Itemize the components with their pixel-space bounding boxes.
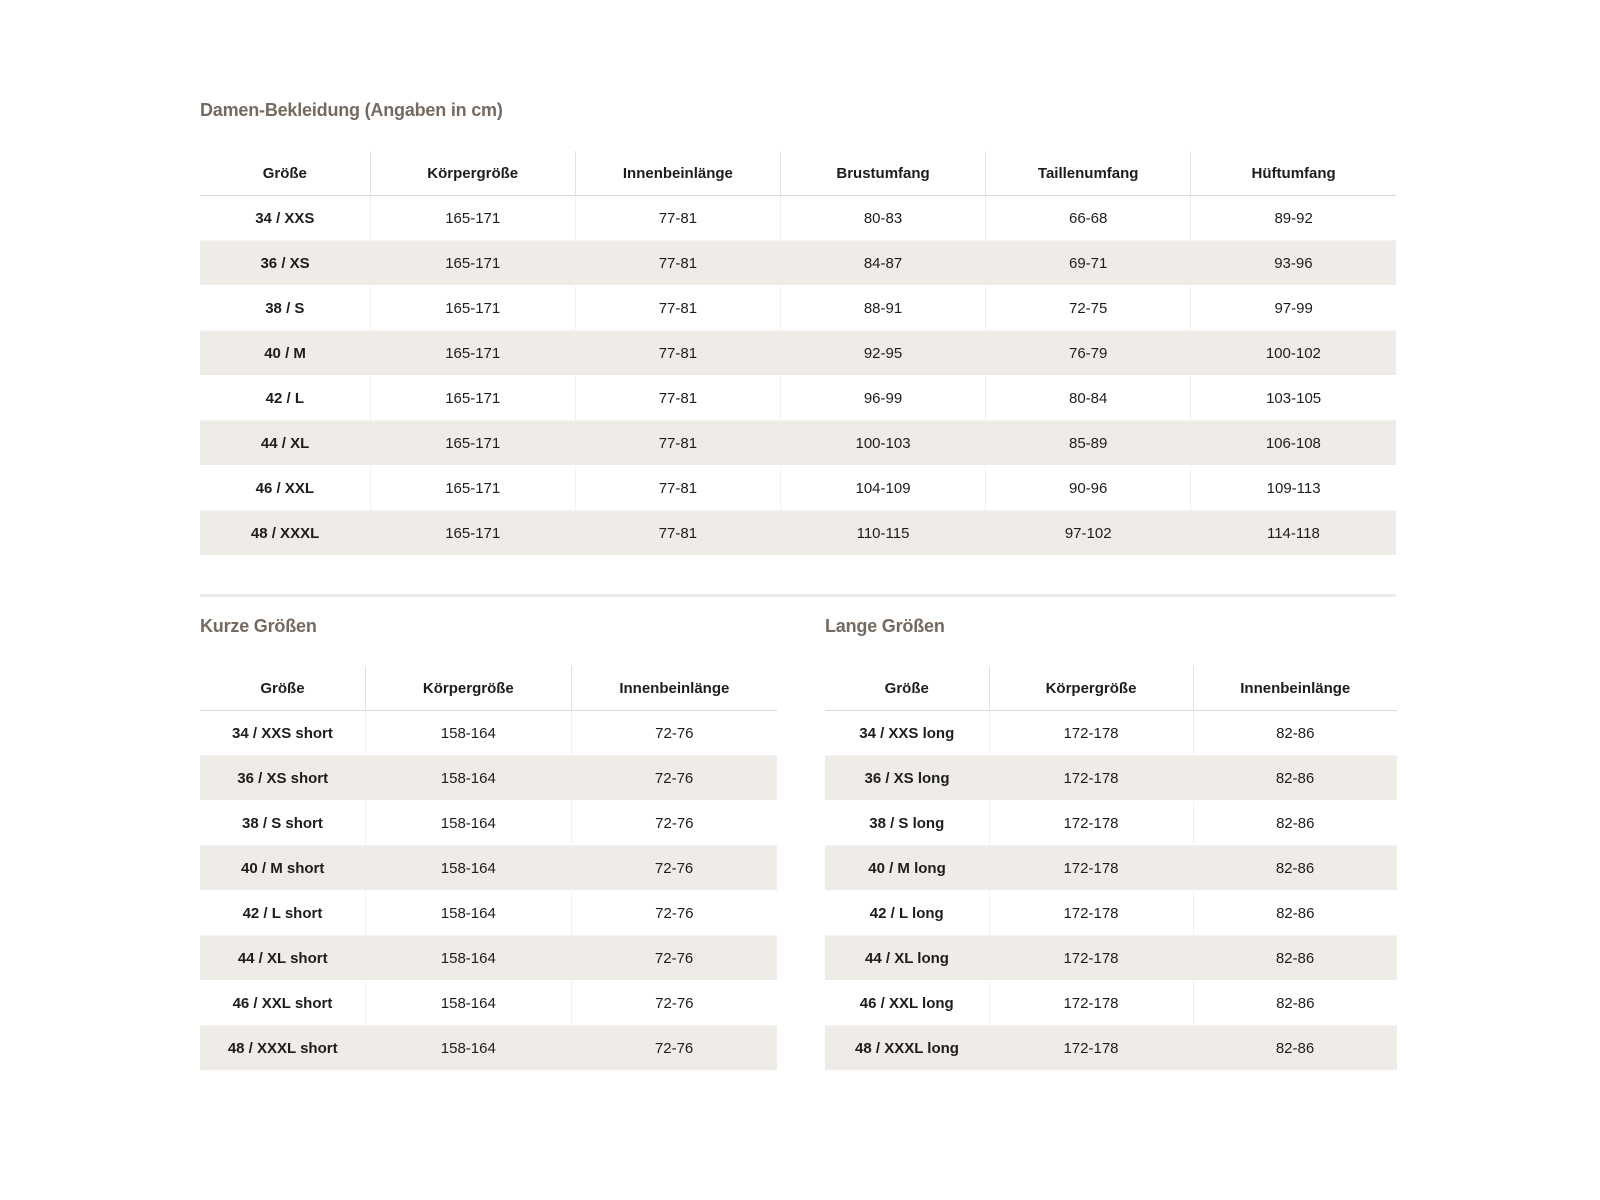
cell: 92-95 xyxy=(780,331,985,376)
table-row xyxy=(825,801,1397,846)
column-header: Taillenumfang xyxy=(986,151,1191,196)
cell: 93-96 xyxy=(1191,241,1396,286)
size-chart-content xyxy=(200,100,1396,1071)
cell: 165-171 xyxy=(370,376,575,421)
cell: 34 / XXS xyxy=(200,196,370,241)
cell: 72-76 xyxy=(571,711,777,756)
cell: 165-171 xyxy=(370,421,575,466)
cell: 100-103 xyxy=(780,421,985,466)
cell: 172-178 xyxy=(989,981,1193,1026)
cell: 38 / S short xyxy=(200,801,365,846)
cell: 72-76 xyxy=(571,936,777,981)
cell: 114-118 xyxy=(1191,511,1396,556)
cell: 72-76 xyxy=(571,801,777,846)
cell: 158-164 xyxy=(365,891,571,936)
cell: 38 / S xyxy=(200,286,370,331)
column-header: Innenbeinlänge xyxy=(1193,666,1397,711)
cell: 44 / XL xyxy=(200,421,370,466)
cell: 85-89 xyxy=(986,421,1191,466)
table-row xyxy=(200,756,777,801)
cell: 82-86 xyxy=(1193,711,1397,756)
table-row xyxy=(200,421,1396,466)
women-clothing-title: Damen-Bekleidung (Angaben in cm) xyxy=(200,100,503,120)
column-header: Körpergröße xyxy=(989,666,1193,711)
cell: 158-164 xyxy=(365,1026,571,1071)
cell: 36 / XS xyxy=(200,241,370,286)
cell: 80-83 xyxy=(780,196,985,241)
column-header: Brustumfang xyxy=(780,151,985,196)
column-header: Innenbeinlänge xyxy=(571,666,777,711)
cell: 36 / XS long xyxy=(825,756,989,801)
table-row xyxy=(200,241,1396,286)
cell: 48 / XXXL short xyxy=(200,1026,365,1071)
cell: 80-84 xyxy=(986,376,1191,421)
cell: 165-171 xyxy=(370,241,575,286)
table-row xyxy=(825,756,1397,801)
short-sizes-table xyxy=(200,666,777,1071)
table-row xyxy=(200,331,1396,376)
table-row xyxy=(200,846,777,891)
table-body xyxy=(200,196,1396,556)
long-sizes-block xyxy=(825,616,1396,1071)
column-header: Hüftumfang xyxy=(1191,151,1396,196)
header-row xyxy=(200,151,1396,196)
table-row xyxy=(200,286,1396,331)
table-header-row xyxy=(200,666,777,711)
cell: 96-99 xyxy=(780,376,985,421)
cell: 72-76 xyxy=(571,981,777,1026)
cell: 77-81 xyxy=(575,331,780,376)
column-header: Körpergröße xyxy=(365,666,571,711)
cell: 42 / L long xyxy=(825,891,989,936)
cell: 42 / L xyxy=(200,376,370,421)
short-sizes-title: Kurze Größen xyxy=(200,616,317,636)
cell: 40 / M long xyxy=(825,846,989,891)
table-row xyxy=(200,801,777,846)
long-sizes-table xyxy=(825,666,1397,1071)
cell: 172-178 xyxy=(989,756,1193,801)
cell: 158-164 xyxy=(365,801,571,846)
table-row xyxy=(200,936,777,981)
cell: 42 / L short xyxy=(200,891,365,936)
cell: 48 / XXXL long xyxy=(825,1026,989,1071)
column-header: Körpergröße xyxy=(370,151,575,196)
column-header: Größe xyxy=(825,666,989,711)
cell: 165-171 xyxy=(370,466,575,511)
cell: 77-81 xyxy=(575,286,780,331)
cell: 46 / XXL short xyxy=(200,981,365,1026)
cell: 69-71 xyxy=(986,241,1191,286)
cell: 109-113 xyxy=(1191,466,1396,511)
table-row xyxy=(200,466,1396,511)
table-row xyxy=(200,196,1396,241)
cell: 165-171 xyxy=(370,331,575,376)
cell: 36 / XS short xyxy=(200,756,365,801)
cell: 165-171 xyxy=(370,286,575,331)
cell: 82-86 xyxy=(1193,756,1397,801)
cell: 38 / S long xyxy=(825,801,989,846)
cell: 172-178 xyxy=(989,891,1193,936)
cell: 165-171 xyxy=(370,511,575,556)
table-body xyxy=(200,711,777,1071)
cell: 44 / XL long xyxy=(825,936,989,981)
cell: 88-91 xyxy=(780,286,985,331)
header-row xyxy=(200,666,777,711)
column-header: Größe xyxy=(200,666,365,711)
table-row xyxy=(825,1026,1397,1071)
cell: 34 / XXS short xyxy=(200,711,365,756)
cell: 90-96 xyxy=(986,466,1191,511)
cell: 82-86 xyxy=(1193,891,1397,936)
cell: 48 / XXXL xyxy=(200,511,370,556)
cell: 172-178 xyxy=(989,1026,1193,1071)
cell: 84-87 xyxy=(780,241,985,286)
special-sizes-section xyxy=(200,616,1396,1071)
cell: 82-86 xyxy=(1193,1026,1397,1071)
column-header: Innenbeinlänge xyxy=(575,151,780,196)
table-row xyxy=(200,1026,777,1071)
header-row xyxy=(825,666,1397,711)
short-sizes-block xyxy=(200,616,777,1071)
cell: 172-178 xyxy=(989,846,1193,891)
cell: 77-81 xyxy=(575,511,780,556)
cell: 158-164 xyxy=(365,936,571,981)
cell: 100-102 xyxy=(1191,331,1396,376)
cell: 103-105 xyxy=(1191,376,1396,421)
cell: 165-171 xyxy=(370,196,575,241)
long-sizes-title: Lange Größen xyxy=(825,616,945,636)
cell: 110-115 xyxy=(780,511,985,556)
cell: 158-164 xyxy=(365,756,571,801)
table-row xyxy=(200,511,1396,556)
table-row xyxy=(200,376,1396,421)
cell: 76-79 xyxy=(986,331,1191,376)
cell: 77-81 xyxy=(575,421,780,466)
cell: 82-86 xyxy=(1193,801,1397,846)
cell: 34 / XXS long xyxy=(825,711,989,756)
cell: 82-86 xyxy=(1193,981,1397,1026)
cell: 82-86 xyxy=(1193,846,1397,891)
cell: 77-81 xyxy=(575,241,780,286)
cell: 46 / XXL xyxy=(200,466,370,511)
cell: 77-81 xyxy=(575,466,780,511)
section-divider xyxy=(200,594,1396,597)
cell: 72-75 xyxy=(986,286,1191,331)
cell: 172-178 xyxy=(989,801,1193,846)
cell: 172-178 xyxy=(989,711,1193,756)
table-row xyxy=(200,981,777,1026)
cell: 66-68 xyxy=(986,196,1191,241)
cell: 104-109 xyxy=(780,466,985,511)
cell: 46 / XXL long xyxy=(825,981,989,1026)
cell: 172-178 xyxy=(989,936,1193,981)
cell: 44 / XL short xyxy=(200,936,365,981)
table-row xyxy=(825,981,1397,1026)
cell: 106-108 xyxy=(1191,421,1396,466)
table-row xyxy=(200,891,777,936)
table-row xyxy=(200,711,777,756)
cell: 97-102 xyxy=(986,511,1191,556)
cell: 72-76 xyxy=(571,756,777,801)
cell: 72-76 xyxy=(571,1026,777,1071)
cell: 72-76 xyxy=(571,891,777,936)
women-clothing-table xyxy=(200,151,1396,556)
cell: 158-164 xyxy=(365,981,571,1026)
table-body xyxy=(825,711,1397,1071)
cell: 40 / M xyxy=(200,331,370,376)
cell: 89-92 xyxy=(1191,196,1396,241)
table-row xyxy=(825,936,1397,981)
cell: 97-99 xyxy=(1191,286,1396,331)
column-header: Größe xyxy=(200,151,370,196)
cell: 40 / M short xyxy=(200,846,365,891)
table-row xyxy=(825,891,1397,936)
cell: 72-76 xyxy=(571,846,777,891)
table-header-row xyxy=(200,151,1396,196)
table-row xyxy=(825,846,1397,891)
cell: 77-81 xyxy=(575,376,780,421)
table-row xyxy=(825,711,1397,756)
table-header-row xyxy=(825,666,1397,711)
cell: 82-86 xyxy=(1193,936,1397,981)
cell: 77-81 xyxy=(575,196,780,241)
cell: 158-164 xyxy=(365,711,571,756)
cell: 158-164 xyxy=(365,846,571,891)
